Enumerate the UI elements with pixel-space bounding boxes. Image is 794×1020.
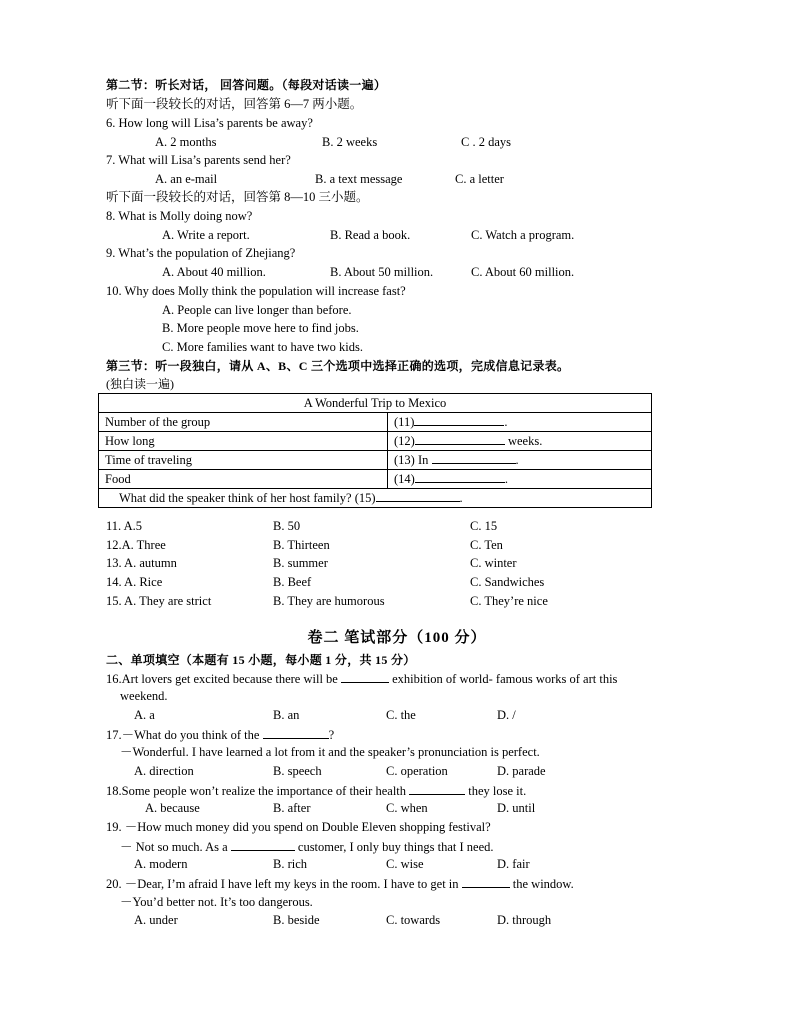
q8-stem: 8. What is Molly doing now? (106, 209, 253, 223)
q20-option-d: D. through (497, 913, 552, 927)
q17-line-2: －Wonderful. I have learned a lot from it and the speaker’s pronunciation is perfect. (120, 745, 540, 759)
table-row (99, 451, 652, 470)
table-row (99, 413, 652, 432)
row-label: Number of the group (99, 413, 388, 432)
option-14-c: C. Sandwiches (470, 575, 545, 589)
q7-stem: 7. What will Lisa’s parents send her? (106, 153, 291, 167)
option-15-c: C. They’re nice (470, 594, 548, 608)
option-14-b: B. Beef (273, 575, 312, 589)
answer-blank[interactable] (376, 489, 460, 502)
option-15-a: 15. A. They are strict (106, 594, 212, 608)
q17-option-d: D. parade (497, 764, 546, 778)
q19-option-a: A. modern (134, 857, 188, 871)
row-answer-12: (12) weeks. (388, 432, 652, 451)
q20-line-2: －You’d better not. It’s too dangerous. (120, 895, 313, 909)
row-answer-13: (13) In . (388, 451, 652, 470)
q6-stem: 6. How long will Lisa’s parents be away? (106, 116, 313, 130)
q16-line-2: weekend. (120, 689, 168, 703)
option-13-c: C. winter (470, 556, 517, 570)
q16-option-d: D. / (497, 708, 516, 722)
q20-option-a: A. under (134, 913, 178, 927)
answer-blank[interactable] (409, 782, 465, 795)
q19-option-d: D. fair (497, 857, 530, 871)
q8-option-c: C. Watch a program. (471, 228, 575, 242)
row-label: Food (99, 470, 388, 489)
option-12-c: C. Ten (470, 538, 503, 552)
q19-line-1: 19. －How much money did you spend on Double Eleven shopping festival? (106, 820, 491, 834)
answer-blank[interactable] (341, 670, 389, 683)
answer-blank[interactable] (415, 432, 505, 445)
q7-option-a: A. an e-mail (155, 172, 218, 186)
q18-option-d: D. until (497, 801, 536, 815)
answer-blank[interactable] (231, 838, 295, 851)
q20-option-c: C. towards (386, 913, 441, 927)
q9-option-c: C. About 60 million. (471, 265, 575, 279)
q17-option-a: A. direction (134, 764, 194, 778)
q18-option-c: C. when (386, 801, 428, 815)
part2-heading: 二、单项填空（本题有 15 小题，每小题 1 分，共 15 分） (106, 653, 416, 667)
q19-line-2: － Not so much. As a customer, I only buy things that I need. (120, 840, 494, 854)
q9-option-a: A. About 40 million. (162, 265, 266, 279)
row-label: Time of traveling (99, 451, 388, 470)
row-answer-11: (11) . (388, 413, 652, 432)
q16-option-c: C. the (386, 708, 416, 722)
section2-intro-2: 听下面一段较长的对话，回答第 8—10 三小题。 (106, 190, 369, 204)
q18-line-1: 18.Some people won’t realize the importance of their health they lose it. (106, 784, 527, 798)
q16-option-a: A. a (134, 708, 155, 722)
q16-line-1: 16.Art lovers get excited because there will be exhibition of world- famous works of art this (106, 672, 618, 686)
option-13-b: B. summer (273, 556, 328, 570)
q20-line-1: 20. －Dear, I’m afraid I have left my keys in the room. I have to get in the window. (106, 877, 574, 891)
table-row (99, 489, 652, 508)
q8-option-b: B. Read a book. (330, 228, 411, 242)
table-row (99, 432, 652, 451)
table-row (99, 470, 652, 489)
section2-intro-1: 听下面一段较长的对话，回答第 6—7 两小题。 (106, 97, 363, 111)
q18-option-a: A. because (145, 801, 200, 815)
answer-blank[interactable] (414, 413, 504, 426)
q9-option-b: B. About 50 million. (330, 265, 434, 279)
section3-note: (独白读一遍) (106, 377, 174, 391)
q6-option-a: A. 2 months (155, 135, 217, 149)
answer-blank[interactable] (432, 451, 516, 464)
q18-option-b: B. after (273, 801, 311, 815)
q19-option-c: C. wise (386, 857, 424, 871)
q6-option-c: C . 2 days (461, 135, 511, 149)
q20-option-b: B. beside (273, 913, 320, 927)
q19-option-b: B. rich (273, 857, 308, 871)
q17-option-c: C. operation (386, 764, 448, 778)
section3-heading: 第三节：听一段独白，请从 A、B、C 三个选项中选择正确的选项，完成信息记录表。 (106, 359, 570, 373)
q8-option-a: A. Write a report. (162, 228, 250, 242)
option-11-c: C. 15 (470, 519, 498, 533)
info-record-table (98, 393, 652, 508)
row-label: How long (99, 432, 388, 451)
row-answer-15: What did the speaker think of her host family? (15) . (99, 489, 652, 508)
q10-stem: 10. Why does Molly think the population will increase fast? (106, 284, 406, 298)
q10-option-a: A. People can live longer than before. (162, 303, 352, 317)
q7-option-b: B. a text message (315, 172, 403, 186)
row-answer-14: (14) . (388, 470, 652, 489)
q17-line-1: 17.－What do you think of the ? (106, 728, 335, 742)
part2-title: 卷二 笔试部分（100 分） (307, 630, 487, 646)
option-14-a: 14. A. Rice (106, 575, 163, 589)
answer-blank[interactable] (263, 726, 329, 739)
q6-option-b: B. 2 weeks (322, 135, 378, 149)
option-15-b: B. They are humorous (273, 594, 385, 608)
option-12-a: 12.A. Three (106, 538, 166, 552)
section2-heading: 第二节：听长对话， 回答问题。（每段对话读一遍） (106, 78, 387, 92)
table-title: A Wonderful Trip to Mexico (99, 394, 652, 413)
answer-blank[interactable] (415, 470, 505, 483)
option-13-a: 13. A. autumn (106, 556, 177, 570)
q10-option-b: B. More people move here to find jobs. (162, 321, 359, 335)
q7-option-c: C. a letter (455, 172, 504, 186)
answer-blank[interactable] (462, 875, 510, 888)
option-11-b: B. 50 (273, 519, 301, 533)
q17-option-b: B. speech (273, 764, 322, 778)
option-12-b: B. Thirteen (273, 538, 330, 552)
option-11-a: 11. A.5 (106, 519, 142, 533)
q10-option-c: C. More families want to have two kids. (162, 340, 364, 354)
q9-stem: 9. What’s the population of Zhejiang? (106, 246, 296, 260)
q16-option-b: B. an (273, 708, 300, 722)
